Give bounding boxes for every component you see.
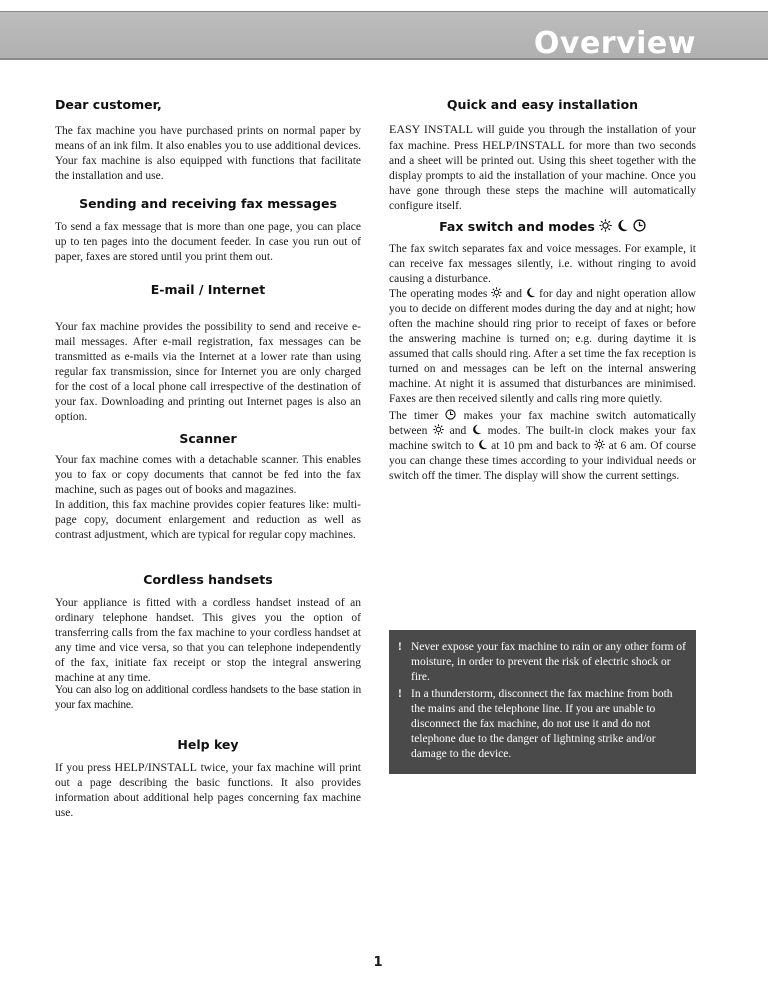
- modes-text-2: [389, 287, 696, 407]
- email-text: Your fax machine provides the possibility to send and receive e-mail messages. After e-mail registration, fax messages can be transmitted as e-mails via the Internet at a lower rate than using regular fax transmission, since for Internet you are only charged for the cost of a local phone call irrespective of the destination of your fax. Downloading and printing out Internet pages is also an option.: [55, 321, 361, 423]
- sending-text: To send a fax message that is more than one page, you can place up to ten pages into the document feeder. In case you run out of paper, faxes are stored until you print them out.: [55, 221, 361, 263]
- sending-heading: Sending and receiving fax messages: [79, 196, 337, 211]
- modes-heading: [389, 219, 696, 234]
- help-text-pre: If you press: [55, 762, 115, 774]
- moon-icon: [526, 287, 536, 298]
- warning-bang-icon: !: [398, 641, 402, 653]
- warning-item: [398, 640, 686, 685]
- page-title: Overview: [533, 26, 696, 61]
- intro-text: The fax machine you have purchased prints on normal paper by means of an ink film. It also enables you to use additional devices. Your fax machine is also equipped with functions that facilitate the installation and use.: [55, 125, 361, 182]
- moon-icon: [478, 439, 488, 450]
- install-heading: Quick and easy installation: [446, 97, 639, 112]
- clock-icon: [633, 219, 646, 232]
- page-number: 1: [373, 955, 383, 970]
- warning-bang-icon: !: [398, 688, 402, 700]
- install-text-1: will guide you through the installation of your fax machine. Press: [389, 124, 697, 152]
- help-text: [55, 760, 361, 821]
- help-install-key-2: HELP/INSTALL: [482, 138, 565, 152]
- warning-text: Never expose your fax machine to rain or any other form of moisture, in order to prevent the risk of electric shock or fire.: [411, 641, 686, 683]
- install-text: [389, 122, 696, 214]
- modes-text-3b: makes your fax machine switch automatically between: [389, 410, 696, 437]
- warning-item: [398, 687, 686, 762]
- sun-icon: [599, 219, 612, 232]
- modes-text-2c: for day and night operation allow you to decide on different modes during the day and at night; how often the machine should ring prior to receipt of faxes or before the answering machine is turned on; e.g. during daytime it is assumed that calls should ring. After a set time the fax reception is turned on and messages can be left on the internal answering machine. At night it is assumed that disturbances are minimised. Faxes are then received silently and calls ring more quietly.: [389, 288, 696, 405]
- sun-icon: [491, 287, 502, 298]
- modes-text-2b: and: [501, 288, 526, 300]
- modes-text-3c: and: [443, 425, 472, 437]
- scanner-heading: Scanner: [179, 431, 237, 446]
- scanner-text-2: In addition, this fax machine provides copier features like: multi-page copy, document enlargement and reduction as well as contrast adjustment, which are typical for regular copy machines.: [55, 499, 361, 541]
- modes-text-3e: at 10 pm and back to: [487, 440, 595, 452]
- sun-icon: [594, 439, 605, 450]
- cordless-text-2: You can also log on additional cordless handsets to the base station in your fax machine.: [55, 684, 361, 711]
- moon-icon: [472, 424, 482, 435]
- clock-icon: [445, 409, 456, 420]
- greeting-heading: Dear customer,: [55, 97, 162, 112]
- modes-text-1: The fax switch separates fax and voice messages. For example, it can receive fax messages silently, i.e. without ringing to avoid causing a disturbance.: [389, 243, 696, 285]
- help-heading: Help key: [177, 737, 239, 752]
- easy-install-key: EASY INSTALL: [389, 122, 473, 136]
- install-text-2: for more than two seconds and a sheet will be printed out. Using this sheet together with the display prompts to aid the installation of your machine. Once you have gone through these steps the machine will automatically configure itself.: [389, 140, 696, 212]
- modes-heading-text: Fax switch and modes: [439, 219, 595, 234]
- warning-text: In a thunderstorm, disconnect the fax machine from both the mains and the telephone line. If you are unable to disconnect the fax machine, do not use it and do not telephone due to the danger of lightning strike and/or damage to the device.: [411, 688, 673, 760]
- email-heading: E-mail / Internet: [150, 282, 266, 297]
- help-text-post: twice, your fax machine will print out a page describing the basic functions. It also provides information about additional help pages concerning fax machine use.: [55, 762, 362, 819]
- scanner-text-1: Your fax machine comes with a detachable scanner. This enables you to fax or copy documents that cannot be fed into the fax machine, such as pages out of books and magazines.: [55, 454, 361, 496]
- cordless-heading: Cordless handsets: [143, 572, 273, 587]
- sun-icon: [433, 424, 444, 435]
- modes-text-3: [389, 409, 696, 484]
- header-band: [0, 11, 768, 60]
- safety-warning-box: [389, 630, 696, 774]
- modes-text-2a: The operating modes: [389, 288, 491, 300]
- modes-text-3d: modes. The built-in clock makes your fax machine switch to: [389, 425, 696, 452]
- modes-text-3a: The timer: [389, 410, 446, 422]
- help-install-key: HELP/INSTALL: [114, 760, 197, 774]
- cordless-text-1: Your appliance is fitted with a cordless handset instead of an ordinary telephone handset. This gives you the option of transferring calls from the fax machine to your cordless handset at any time and vice versa, so that you can telephone independently of the fax, initiate fax receipt or stop the integral answering machine at any time.: [55, 597, 361, 684]
- modes-text-3f: at 6 am. Of course you can change these times according to your individual needs or switch off the timer. The display will show the current settings.: [389, 440, 696, 482]
- moon-icon: [617, 219, 629, 232]
